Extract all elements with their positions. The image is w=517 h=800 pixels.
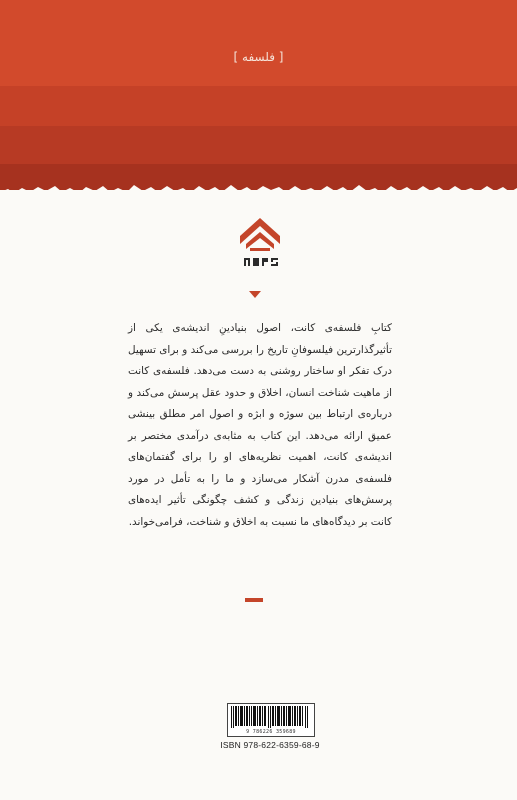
barcode-digits: 9 786226 359689 — [246, 729, 296, 735]
blurb-text: کتابِ فلسفه‌ی کانت، اصول بنیادینِ اندیشه‌ی یکی از تأثیرگذارترین فیلسوفانِ تاریخ را بررسی می‌کند و برای تسهیل درک تفکر او ساختار روشنی به دست می‌دهد. فلسفه‌ی کانت از ماهیت شناخت انسان، اخلاق و حدود عقل پرسش می‌کند و درباره‌ی ارتباط بین سوژه و ابژه و اصول امر مطلق بینشی عمیق ارائه می‌دهد. این کتاب به مثابه‌ی درآمدی مختصر بر اندیشه‌ی کانت، اهمیت نظریه‌های او را برای گفتمان‌های فلسفه‌ی مدرن آشکار می‌سازد و ما را به تأمل در مورد پرسش‌های بنیادین زندگی و کشف چگونگی تأثیر ایده‌های کانت بر دیدگاه‌های ما نسبت به اخلاق و شناخت، فرامی‌خواند. — [128, 322, 392, 528]
torn-paper-edge — [0, 180, 517, 202]
triangle-down-icon — [249, 291, 261, 298]
barcode — [227, 703, 315, 737]
house-roof-logo — [238, 214, 282, 272]
isbn-number: ISBN 978-622-6359-68-9 — [220, 740, 320, 750]
barcode-bars — [231, 706, 311, 728]
divider-dash — [245, 598, 263, 602]
color-band — [0, 0, 517, 86]
color-band — [0, 126, 517, 164]
color-band — [0, 86, 517, 126]
category-tag: [ فلسفه ] — [233, 50, 284, 64]
